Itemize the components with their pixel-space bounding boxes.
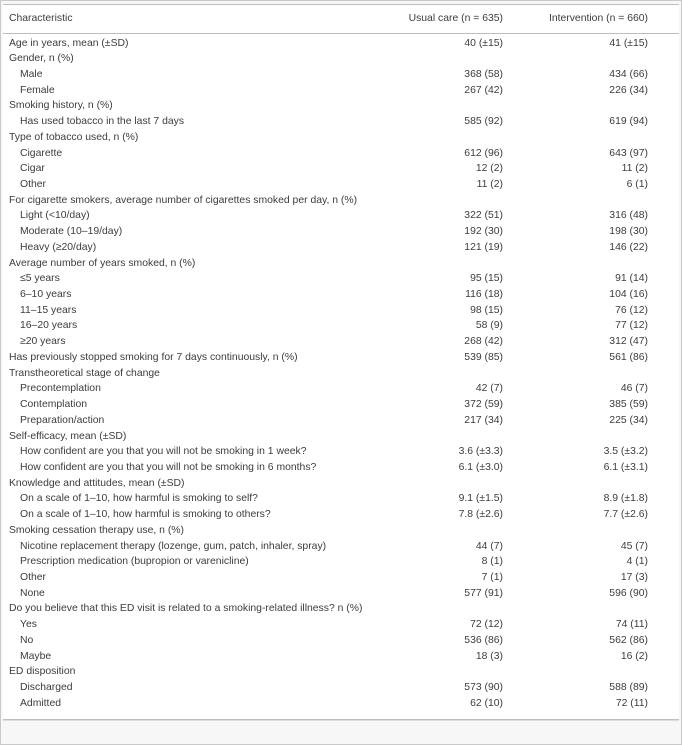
row-sublabel: Precontemplation (20, 383, 101, 395)
usual-care-value: 267 (42) (464, 84, 503, 96)
table-row (3, 696, 679, 712)
row-sublabel: Female (20, 84, 55, 96)
intervention-value: 312 (47) (609, 336, 648, 348)
intervention-value: 385 (59) (609, 399, 648, 411)
table-row (3, 240, 679, 256)
row-sublabel: Maybe (20, 650, 52, 662)
usual-care-value: 322 (51) (464, 210, 503, 222)
intervention-value: 562 (86) (609, 634, 648, 646)
intervention-value: 198 (30) (609, 226, 648, 238)
usual-care-value: 42 (7) (475, 383, 503, 395)
table-row (3, 539, 679, 555)
intervention-value: 91 (14) (615, 273, 648, 285)
table-row (3, 586, 679, 602)
usual-care-value: 62 (10) (470, 697, 503, 709)
usual-care-value: 6.1 (±3.0) (458, 461, 503, 473)
usual-care-value: 9.1 (±1.5) (458, 493, 503, 505)
row-sublabel: Yes (20, 619, 37, 631)
usual-care-value: 98 (15) (470, 304, 503, 316)
table-row (3, 397, 679, 413)
table-row (3, 67, 679, 83)
row-label: Smoking cessation therapy use, n (%) (9, 524, 184, 536)
intervention-value: 619 (94) (609, 116, 648, 128)
intervention-value: 146 (22) (609, 241, 648, 253)
usual-care-value: 121 (19) (464, 241, 503, 253)
table-row (3, 429, 679, 445)
table-row (3, 146, 679, 162)
table-row (3, 649, 679, 665)
intervention-value: 41 (±15) (609, 37, 648, 49)
table-row (3, 271, 679, 287)
usual-care-value: 268 (42) (464, 336, 503, 348)
intervention-value: 46 (7) (620, 383, 648, 395)
usual-care-value: 116 (18) (465, 289, 503, 301)
row-label: Average number of years smoked, n (%) (9, 257, 196, 269)
usual-care-value: 539 (85) (464, 351, 503, 363)
row-label: Knowledge and attitudes, mean (±SD) (9, 477, 185, 489)
row-sublabel: Heavy (≥20/day) (20, 241, 97, 253)
table-row (3, 83, 679, 99)
usual-care-value: 8 (1) (481, 556, 503, 568)
table (3, 4, 679, 720)
table-row (3, 444, 679, 460)
intervention-value: 316 (48) (609, 210, 648, 222)
table-header (3, 5, 679, 34)
intervention-value: 72 (11) (615, 697, 648, 709)
row-sublabel: Cigarette (20, 147, 63, 159)
row-sublabel: ≤5 years (20, 273, 60, 285)
table-row (3, 523, 679, 539)
table-row (3, 36, 679, 52)
intervention-value: 226 (34) (609, 84, 648, 96)
intervention-value: 74 (11) (615, 619, 648, 631)
intervention-value: 596 (90) (609, 587, 648, 599)
intervention-value: 45 (7) (620, 540, 648, 552)
row-label: Smoking history, n (%) (9, 100, 113, 112)
usual-care-value: 12 (2) (475, 163, 503, 175)
table-row (3, 130, 679, 146)
usual-care-value: 7 (1) (481, 571, 503, 583)
usual-care-value: 192 (30) (464, 226, 503, 238)
row-sublabel: None (20, 587, 45, 599)
table-row (3, 366, 679, 382)
table-row (3, 570, 679, 586)
header-intervention: Intervention (n = 660) (548, 13, 648, 24)
usual-care-value: 3.6 (±3.3) (458, 446, 503, 458)
row-sublabel: Cigar (20, 163, 45, 175)
row-sublabel: 16–20 years (20, 320, 78, 332)
row-sublabel: Discharged (20, 682, 73, 694)
usual-care-value: 573 (90) (464, 682, 503, 694)
intervention-value: 104 (16) (609, 289, 648, 301)
row-label: Transtheoretical stage of change (9, 367, 160, 379)
table-row (3, 177, 679, 193)
intervention-value: 76 (12) (615, 304, 648, 316)
table-row (3, 334, 679, 350)
usual-care-value: 72 (12) (470, 619, 503, 631)
row-label: Self-efficacy, mean (±SD) (9, 430, 127, 442)
row-sublabel: Admitted (20, 697, 62, 709)
usual-care-value: 217 (34) (464, 414, 503, 426)
usual-care-value: 44 (7) (475, 540, 503, 552)
row-sublabel: 11–15 years (20, 304, 77, 316)
intervention-value: 434 (66) (609, 68, 648, 80)
table-row (3, 224, 679, 240)
row-sublabel: On a scale of 1–10, how harmful is smoking to others? (20, 509, 271, 521)
row-sublabel: How confident are you that you will not be smoking in 1 week? (20, 446, 307, 458)
table-row (3, 350, 679, 366)
table-row (3, 114, 679, 130)
intervention-value: 7.7 (±2.6) (603, 509, 648, 521)
table-row (3, 256, 679, 272)
table-footer-bar (3, 720, 679, 743)
table-row (3, 491, 679, 507)
intervention-value: 8.9 (±1.8) (603, 493, 648, 505)
intervention-value: 17 (3) (620, 571, 648, 583)
row-sublabel: Light (<10/day) (20, 210, 90, 222)
intervention-value: 6 (1) (626, 178, 648, 190)
intervention-value: 77 (12) (615, 320, 648, 332)
row-sublabel: On a scale of 1–10, how harmful is smoking to self? (20, 493, 258, 505)
usual-care-value: 372 (59) (464, 399, 503, 411)
usual-care-value: 40 (±15) (464, 37, 503, 49)
intervention-value: 643 (97) (609, 147, 648, 159)
table-row (3, 413, 679, 429)
table-row (3, 287, 679, 303)
table-row (3, 51, 679, 67)
intervention-value: 3.5 (±3.2) (603, 446, 648, 458)
table-row (3, 617, 679, 633)
row-sublabel: Contemplation (20, 399, 88, 411)
row-sublabel: Moderate (10–19/day) (20, 226, 123, 238)
usual-care-value: 7.8 (±2.6) (458, 509, 503, 521)
row-label: For cigarette smokers, average number of cigarettes smoked per day, n (%) (9, 194, 358, 206)
usual-care-value: 585 (92) (464, 116, 503, 128)
table-row (3, 680, 679, 696)
intervention-value: 4 (1) (626, 556, 648, 568)
usual-care-value: 18 (3) (475, 650, 503, 662)
row-label: Type of tobacco used, n (%) (9, 131, 139, 143)
intervention-value: 561 (86) (609, 351, 648, 363)
table-row (3, 381, 679, 397)
header-usual-care: Usual care (n = 635) (408, 13, 503, 24)
row-sublabel: 6–10 years (20, 289, 72, 301)
row-label: Age in years, mean (±SD) (9, 37, 129, 49)
table-row (3, 161, 679, 177)
usual-care-value: 577 (91) (464, 587, 503, 599)
intervention-value: 225 (34) (609, 414, 648, 426)
table-row (3, 193, 679, 209)
row-sublabel: Prescription medication (bupropion or varenicline) (20, 556, 249, 568)
table-row (3, 318, 679, 334)
row-label: Has previously stopped smoking for 7 days continuously, n (%) (9, 351, 298, 363)
row-sublabel: Nicotine replacement therapy (lozenge, gum, patch, inhaler, spray) (20, 540, 327, 552)
table-row (3, 98, 679, 114)
table-row (3, 664, 679, 680)
usual-care-value: 612 (96) (464, 147, 503, 159)
table-row (3, 476, 679, 492)
table-row (3, 208, 679, 224)
row-sublabel: Other (20, 571, 46, 583)
table-row (3, 507, 679, 523)
usual-care-value: 95 (15) (470, 273, 503, 285)
row-sublabel: Other (20, 178, 46, 190)
table-row (3, 460, 679, 476)
row-sublabel: No (20, 634, 34, 646)
header-characteristic: Characteristic (9, 13, 73, 24)
table-row (3, 554, 679, 570)
row-label: ED disposition (9, 666, 76, 678)
table-row (3, 303, 679, 319)
row-label: Gender, n (%) (9, 53, 74, 65)
row-label: Do you believe that this ED visit is related to a smoking-related illness? n (%) (9, 603, 363, 615)
row-sublabel: Preparation/action (20, 414, 105, 426)
usual-care-value: 536 (86) (464, 634, 503, 646)
intervention-value: 11 (2) (621, 163, 648, 175)
table-row (3, 601, 679, 617)
intervention-value: 6.1 (±3.1) (603, 461, 648, 473)
table-row (3, 633, 679, 649)
intervention-value: 588 (89) (609, 682, 648, 694)
row-sublabel: Has used tobacco in the last 7 days (20, 116, 185, 128)
usual-care-value: 11 (2) (476, 178, 503, 190)
row-sublabel: Male (20, 68, 43, 80)
row-sublabel: ≥20 years (20, 336, 66, 348)
usual-care-value: 368 (58) (464, 68, 503, 80)
intervention-value: 16 (2) (620, 650, 648, 662)
row-sublabel: How confident are you that you will not be smoking in 6 months? (20, 461, 317, 473)
usual-care-value: 58 (9) (475, 320, 503, 332)
